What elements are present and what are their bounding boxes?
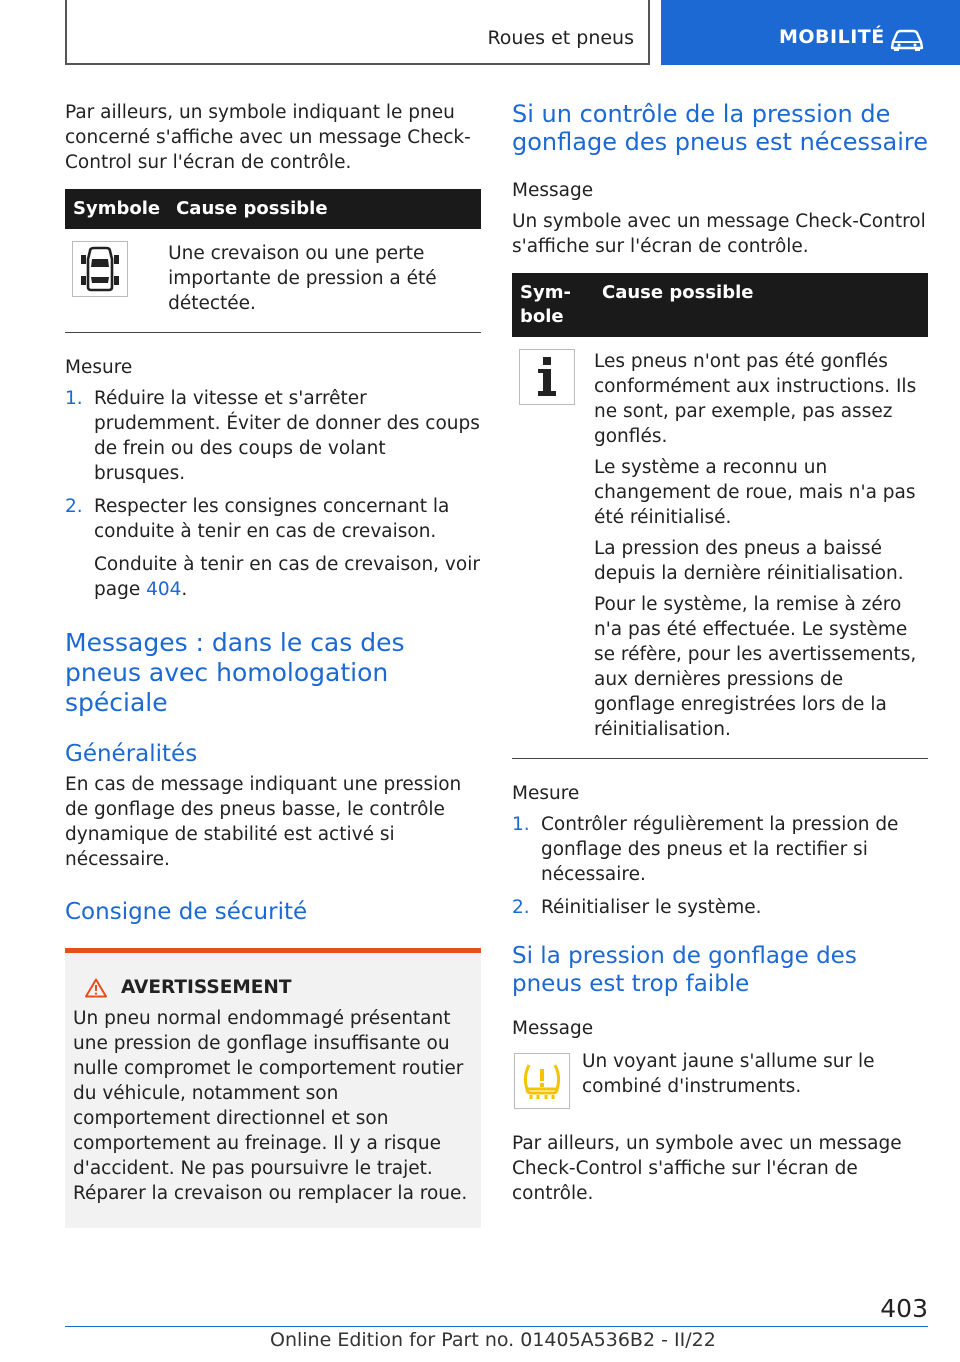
- table-row: [512, 337, 928, 754]
- general-text: En cas de message indiquant une pression de gonflage des pneus basse, le contrôle dynamique de stabilité est activé si nécessaire.: [65, 774, 462, 870]
- table-divider: [512, 758, 928, 759]
- step-text: Réinitialiser le système.: [541, 897, 762, 918]
- list-item: [512, 895, 928, 920]
- message2-text: Un voyant jaune s'allume sur le combiné d'instruments.: [582, 1051, 875, 1097]
- message-label: Message: [512, 180, 594, 201]
- section-title: Roues et pneus: [487, 27, 634, 49]
- cause-text: Pour le système, la remise à zéro n'a pas été effectuée. Le système se réfère, pour les avertissements, aux dernières pressions de gonflage enregistrées lors de la réinitialisation.: [594, 594, 917, 740]
- step-number: 1.: [512, 814, 530, 835]
- heading-check-required: Si un contrôle de la pression de gonflage des pneus est nécessaire: [512, 100, 929, 156]
- message-label: Message: [512, 1018, 594, 1039]
- warning-title: AVERTISSEMENT: [121, 977, 292, 998]
- tire-pressure-car-icon: [72, 241, 128, 297]
- page-header: [0, 0, 960, 66]
- section-header-box: [65, 0, 650, 65]
- step-number: 1.: [65, 388, 83, 409]
- step-number: 2.: [65, 496, 83, 517]
- page-number: 403: [880, 1294, 928, 1323]
- mesure-heading: Mesure: [512, 783, 580, 804]
- heading-messages-special: Messages : dans le cas des pneus avec homologation spéciale: [65, 628, 405, 717]
- list-item: [512, 812, 928, 887]
- info-icon: [519, 349, 575, 405]
- col-header-symbol: Symbole: [65, 189, 168, 229]
- chapter-tab[interactable]: [661, 0, 960, 65]
- step-text: Contrôler régulièrement la pression de gonflage des pneus et la rectifier si nécessaire.: [541, 814, 899, 885]
- table-divider: [65, 332, 481, 333]
- right-column: [512, 100, 928, 1220]
- warning-triangle-icon: [85, 978, 107, 998]
- symbol-table-puncture: [65, 189, 481, 328]
- col-header-symbol: Symbole: [512, 273, 594, 337]
- cross-ref-text: Conduite à tenir en cas de crevaison, voir page: [94, 554, 480, 600]
- heading-general: Généralités: [65, 741, 198, 767]
- step-text: Réduire la vitesse et s'arrêter prudemment. Éviter de donner des coups de frein ou des coups de volant brusques.: [94, 388, 480, 484]
- cause-text: Une crevaison ou une perte importante de pression a été détectée.: [168, 243, 437, 314]
- symbol-table-check: [512, 273, 928, 754]
- edition-text: Online Edition for Part no. 01405A536B2 - II/22: [270, 1329, 716, 1351]
- car-icon: [889, 28, 925, 52]
- measure-steps: [65, 386, 481, 602]
- mesure-heading: Mesure: [65, 357, 133, 378]
- measure-steps: [512, 812, 928, 920]
- table-row: [65, 229, 481, 328]
- step-number: 2.: [512, 897, 530, 918]
- cause-text: La pression des pneus a baissé depuis la dernière réinitialisation.: [594, 538, 904, 584]
- left-column: [65, 100, 481, 1228]
- tpms-warning-icon: [514, 1053, 570, 1109]
- col-header-cause: Cause possible: [168, 189, 481, 229]
- cause-text: Le système a reconnu un changement de roue, mais n'a pas été réinitialisé.: [594, 457, 916, 528]
- final-text: Par ailleurs, un symbole avec un message Check-Control s'affiche sur l'écran de contrôle.: [512, 1133, 902, 1204]
- chapter-label: MOBILITÉ: [779, 26, 885, 48]
- page-link-404[interactable]: 404: [146, 579, 182, 600]
- footer-divider: [65, 1326, 928, 1327]
- warning-text: Un pneu normal endommagé présentant une pression de gonflage insuffisante ou nulle compromet le comportement routier du véhicule, notamment son comportement directionnel et son comportement au freinage. Il y a risque d'accident. Ne pas poursuivre le trajet. Réparer la crevaison ou remplacer la roue.: [73, 1008, 468, 1204]
- list-item: 2. Respecter les consignes concernant la conduite à tenir en cas de crevaison. Conduite à tenir en cas de crevaison, voir page 404.: [65, 496, 480, 600]
- intro-text: Par ailleurs, un symbole indiquant le pneu concerné s'affiche avec un message Check-Control sur l'écran de contrôle.: [65, 102, 471, 173]
- message-text: Un symbole avec un message Check-Control s'affiche sur l'écran de contrôle.: [512, 211, 926, 257]
- list-item: [65, 386, 481, 486]
- cause-text: Les pneus n'ont pas été gonflés conformément aux instructions. Ils ne sont, par exemple, pas assez gonflés.: [594, 351, 917, 447]
- col-header-cause: Cause possible: [594, 273, 928, 337]
- heading-pressure-low: Si la pression de gonflage des pneus est trop faible: [512, 943, 857, 997]
- heading-safety: Consigne de sécurité: [65, 899, 308, 925]
- step-text: Respecter les consignes concernant la conduite à tenir en cas de crevaison.: [94, 496, 450, 542]
- warning-box: [65, 948, 481, 1228]
